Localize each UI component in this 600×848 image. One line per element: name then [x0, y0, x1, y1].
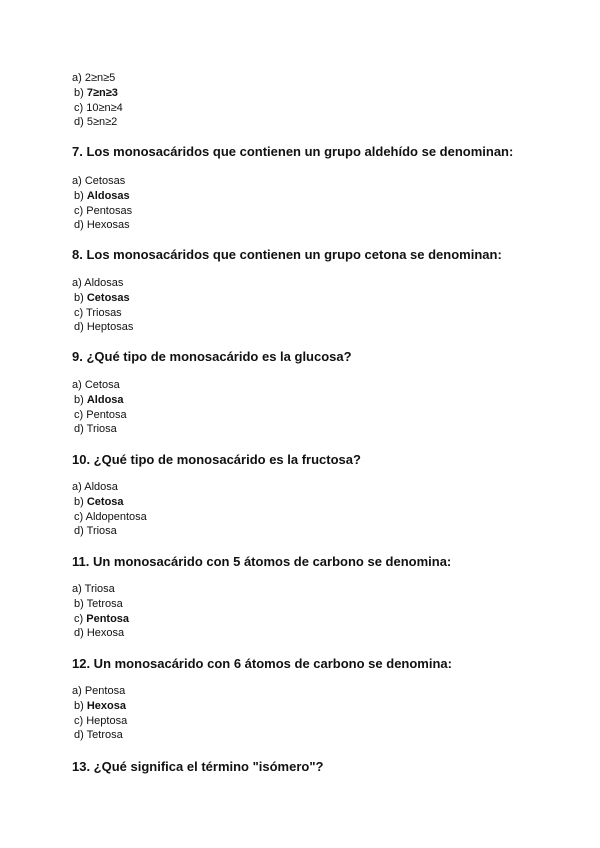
option-c: c) Aldopentosa [74, 510, 147, 523]
option-b-correct: b) Hexosa [74, 699, 126, 712]
option-b-correct: b) Cetosas [74, 291, 130, 304]
option-list [72, 276, 552, 335]
option-b: b) Tetrosa [74, 597, 123, 610]
option-d: d) Hexosa [74, 627, 125, 640]
option-a: a) Aldosa [72, 481, 118, 493]
option-list [72, 684, 552, 743]
option-list [72, 582, 552, 641]
option-a: a) Aldosas [72, 277, 124, 289]
option-b-correct: b) Aldosa [74, 393, 124, 406]
option-a: a) Cetosas [72, 175, 126, 187]
option-c: c) Pentosas [74, 204, 133, 217]
option-d: d) Triosa [74, 525, 117, 538]
question-8: 8. Los monosacáridos que contienen un grupo cetona se denominan: [72, 247, 502, 262]
question-7: 7. Los monosacáridos que contienen un grupo aldehído se denominan: [72, 144, 514, 159]
option-a: a) Pentosa [72, 685, 126, 697]
option-c: c) Heptosa [74, 714, 128, 727]
option-d: d) Heptosas [74, 321, 134, 334]
option-b-correct: b) 7≥n≥3 [74, 86, 118, 99]
option-list [72, 480, 552, 539]
option-d: d) Hexosas [74, 219, 130, 232]
option-c: c) Pentosa [74, 408, 127, 421]
option-a: a) Triosa [72, 583, 115, 595]
option-d: d) 5≥n≥2 [74, 116, 118, 129]
option-list [72, 378, 552, 437]
option-c: c) Triosas [74, 306, 122, 319]
question-10: 10. ¿Qué tipo de monosacárido es la fructosa? [72, 452, 361, 467]
question-12: 12. Un monosacárido con 6 átomos de carbono se denomina: [72, 656, 452, 671]
option-a: a) Cetosa [72, 379, 120, 391]
question-9: 9. ¿Qué tipo de monosacárido es la glucosa? [72, 349, 352, 364]
option-list [72, 71, 552, 130]
option-c: c) 10≥n≥4 [74, 101, 123, 114]
option-b-correct: b) Cetosa [74, 495, 124, 508]
option-b-correct: b) Aldosas [74, 189, 130, 202]
option-c-correct: c) Pentosa [74, 612, 130, 625]
question-11: 11. Un monosacárido con 5 átomos de carbono se denomina: [72, 554, 452, 569]
option-d: d) Tetrosa [74, 729, 123, 742]
option-a: a) 2≥n≥5 [72, 72, 116, 84]
option-list [72, 174, 552, 233]
option-d: d) Triosa [74, 423, 117, 436]
question-13: 13. ¿Qué significa el término "isómero"? [72, 759, 324, 774]
